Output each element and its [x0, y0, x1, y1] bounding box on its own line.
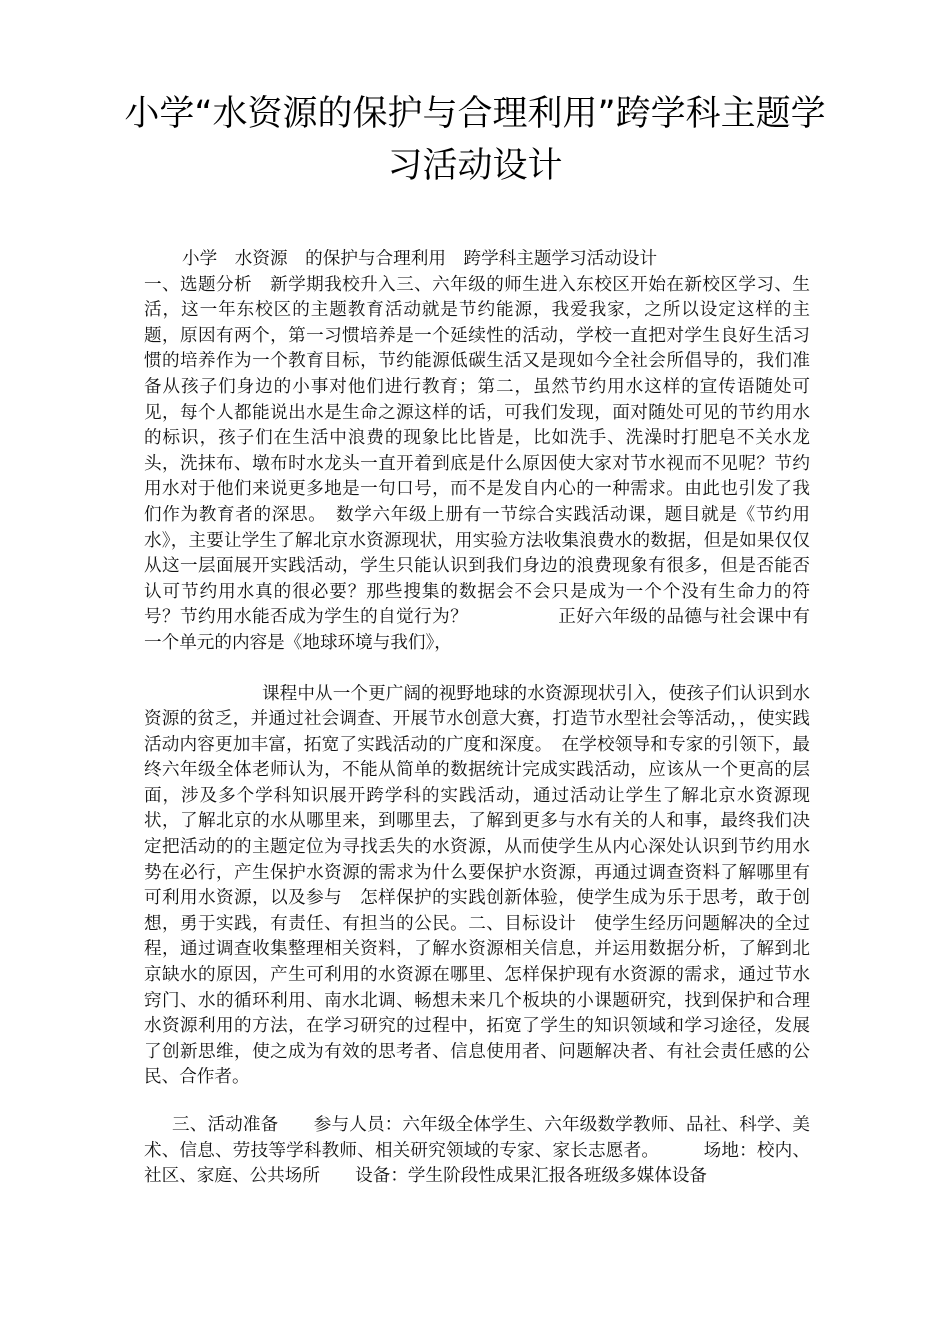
paragraph-spacer	[144, 657, 810, 682]
paragraph-course-goals: 课程中从一个更广阔的视野地球的水资源现状引入，使孩子们认识到水资源的贫乏，并通过社会调查、开展节水创意大赛，打造节水型社会等活动，，使实践活动内容更加丰富，拓宽了实践活动的广度和深度。 在学校领导和专家的引领下，最终六年级全体老师认为，不能从简单的数据统计完成实践活动，应该从一个更高的层面，涉及多个学科知识展开跨学科的实践活动，通过活动让学生了解北京水资源现状，了解北京的水从哪里来，到哪里去，了解到更多与水有关的人和事，最终我们决定把活动的的主题定位为寻找丢失的水资源，从而使学生从内心深处认识到节约用水势在必行，产生保护水资源的需求为什么要保护水资源，再通过调查资料了解哪里有可利用水资源，以及参与 怎样保护的实践创新体验，使学生成为乐于思考，敢于创想，勇于实践，有责任、有担当的公民。二、目标设计 使学生经历问题解决的全过程，通过调查收集整理相关资料，了解水资源相关信息，并运用数据分析，了解到北京缺水的原因，产生可利用的水资源在哪里、怎样保护现有水资源的需求，通过节水窍门、水的循环利用、南水北调、畅想未来几个板块的小课题研究，找到保护和合理水资源利用的方法，在学习研究的过程中，拓宽了学生的知识领域和学习途径，发展了创新思维，使之成为有效的思考者、信息使用者、问题解决者、有社会责任感的公民、合作者。	[144, 683, 810, 1088]
document-title: 小学“水资源的保护与合理利用”跨学科主题学习活动设计	[124, 94, 826, 186]
paragraph-activity-preparation: 三、活动准备 参与人员：六年级全体学生、六年级数学教师、品社、科学、美术、信息、劳技等学科教师、相关研究领域的专家、家长志愿者。 场地：校内、社区、家庭、公共场所 设备：学生阶段性成果汇报各班级多媒体设备	[144, 1115, 810, 1187]
document-body	[144, 247, 810, 1190]
paragraph-spacer	[144, 1091, 810, 1113]
paragraph-topic-analysis: 一、选题分析 新学期我校升入三、六年级的师生进入东校区开始在新校区学习、生活，这一年东校区的主题教育活动就是节约能源，我爱我家，之所以设定这样的主题，原因有两个，第一习惯培养是一个延续性的活动，学校一直把对学生良好生活习惯的培养作为一个教育目标，节约能源低碳生活又是现如今全社会所倡导的，我们准备从孩子们身边的小事对他们进行教育；第二，虽然节约用水这样的宣传语随处可见，每个人都能说出水是生命之源这样的话，可我们发现，面对随处可见的节约用水的标识，孩子们在生活中浪费的现象比比皆是，比如洗手、洗澡时打肥皂不关水龙头，洗抹布、墩布时水龙头一直开着到底是什么原因使大家对节水视而不见呢？节约用水对于他们来说更多地是一句口号，而不是发自内心的一种需求。由此也引发了我们作为教育者的深思。 数学六年级上册有一节综合实践活动课，题目就是《节约用水》，主要让学生了解北京水资源现状，用实验方法收集浪费水的数据，但是如果仅仅从这一层面展开实践活动，学生只能认识到我们身边的浪费现象有很多，但是否能否认可节约用水真的很必要？那些搜集的数据会不会只是成为一个个没有生命力的符号？节约用水能否成为学生的自觉行为？ 正好六年级的品德与社会课中有一个单元的内容是《地球环境与我们》，	[144, 274, 810, 653]
document-subtitle: 小学 水资源 的保护与合理利用 跨学科主题学习活动设计	[182, 249, 658, 269]
